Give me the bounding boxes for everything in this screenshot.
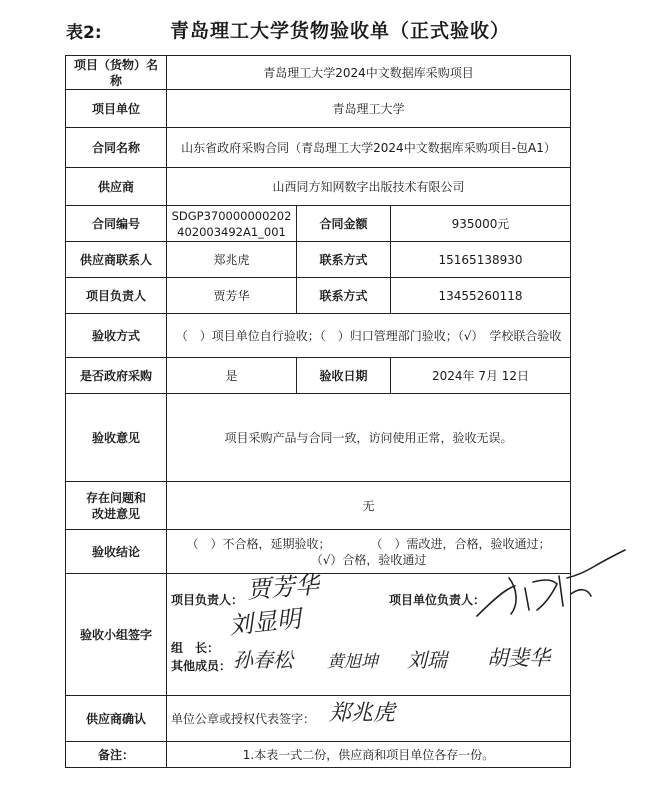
row-contract-no bbox=[66, 206, 571, 242]
remarks-value: 1.本表一式二份，供应商和项目单位各存一份。 bbox=[167, 742, 571, 768]
lead-phone-label: 联系方式 bbox=[297, 278, 391, 314]
contract-no-label: 合同编号 bbox=[66, 206, 167, 242]
lead-sign-label: 项目负责人： bbox=[171, 593, 244, 607]
conclusion-option-fail: （ ）不合格，延期验收； bbox=[186, 536, 331, 551]
contract-amount-value: 935000元 bbox=[391, 206, 571, 242]
supplier-label: 供应商 bbox=[66, 168, 167, 206]
supplier-confirm-area bbox=[167, 696, 571, 742]
signatures-area bbox=[167, 571, 571, 696]
form-header bbox=[0, 14, 660, 44]
member-signature-1: 孙春松 bbox=[233, 648, 293, 672]
unit-lead-signature-scrawl bbox=[467, 548, 627, 630]
project-name-value: 青岛理工大学2024中文数据库采购项目 bbox=[167, 56, 571, 90]
supplier-signature: 郑兆虎 bbox=[329, 701, 396, 726]
members-label: 其他成员： bbox=[171, 659, 232, 673]
row-project-lead bbox=[66, 278, 571, 314]
gov-purchase-value: 是 bbox=[167, 358, 297, 394]
group-leader-signature: 刘显明 bbox=[227, 604, 303, 640]
row-project-unit bbox=[66, 90, 571, 128]
project-name-label: 项目（货物）名称 bbox=[66, 56, 167, 90]
contract-name-label: 合同名称 bbox=[66, 128, 167, 168]
supplier-confirm-text: 单位公章或授权代表签字： bbox=[171, 712, 316, 726]
contract-name-value: 山东省政府采购合同（青岛理工大学2024中文数据库采购项目-包A1） bbox=[167, 128, 571, 168]
gov-purchase-label: 是否政府采购 bbox=[66, 358, 167, 394]
opinion-label: 验收意见 bbox=[66, 394, 167, 482]
conclusion-option-pass: （√）合格，验收通过 bbox=[310, 552, 427, 567]
conclusion-option-improve: （ ）需改进，合格，验收通过； bbox=[370, 536, 551, 551]
supplier-value: 山西同方知网数字出版技术有限公司 bbox=[167, 168, 571, 206]
remarks-label: 备注： bbox=[66, 742, 167, 768]
row-supplier-confirm bbox=[66, 696, 571, 742]
opinion-value: 项目采购产品与合同一致，访问使用正常，验收无误。 bbox=[167, 394, 571, 482]
row-issues bbox=[66, 482, 571, 530]
supplier-confirm-label: 供应商确认 bbox=[66, 696, 167, 742]
form-title: 青岛理工大学货物验收单（正式验收） bbox=[170, 20, 511, 42]
project-unit-value: 青岛理工大学 bbox=[167, 90, 571, 128]
project-unit-label: 项目单位 bbox=[66, 90, 167, 128]
acceptance-form-table bbox=[65, 55, 571, 768]
issues-label bbox=[66, 482, 167, 530]
member-signature-4: 胡斐华 bbox=[487, 646, 550, 670]
supplier-contact-value: 郑兆虎 bbox=[167, 242, 297, 278]
signatures-label: 验收小组签字 bbox=[66, 574, 167, 696]
project-lead-label: 项目负责人 bbox=[66, 278, 167, 314]
row-remarks bbox=[66, 742, 571, 768]
row-signatures bbox=[66, 574, 571, 696]
supplier-phone-value: 15165138930 bbox=[391, 242, 571, 278]
issues-label-line1: 存在问题和 bbox=[85, 490, 146, 505]
group-leader-label: 组 长： bbox=[171, 641, 220, 655]
unit-lead-sign-label: 项目单位负责人： bbox=[389, 593, 486, 607]
acceptance-date-label: 验收日期 bbox=[297, 358, 391, 394]
acceptance-method-label: 验收方式 bbox=[66, 314, 167, 358]
supplier-contact-label: 供应商联系人 bbox=[66, 242, 167, 278]
row-acceptance-method bbox=[66, 314, 571, 358]
row-supplier-contact bbox=[66, 242, 571, 278]
conclusion-label: 验收结论 bbox=[66, 530, 167, 574]
acceptance-method-value: （ ）项目单位自行验收；（ ）归口管理部门验收；（√） 学校联合验收 bbox=[167, 314, 571, 358]
row-project-name bbox=[66, 56, 571, 90]
lead-phone-value: 13455260118 bbox=[391, 278, 571, 314]
row-supplier bbox=[66, 168, 571, 206]
member-signature-3: 刘瑞 bbox=[407, 648, 447, 672]
row-opinion bbox=[66, 394, 571, 482]
row-gov-purchase bbox=[66, 358, 571, 394]
supplier-phone-label: 联系方式 bbox=[297, 242, 391, 278]
issues-value: 无 bbox=[167, 482, 571, 530]
table-number: 表2: bbox=[66, 23, 102, 43]
contract-no-value: SDGP370000000202402003492A1_001 bbox=[167, 206, 297, 242]
acceptance-date-value: 2024年 7月 12日 bbox=[391, 358, 571, 394]
issues-label-line2: 改进意见 bbox=[91, 506, 140, 521]
project-lead-value: 贾芳华 bbox=[167, 278, 297, 314]
lead-signature: 贾芳华 bbox=[246, 571, 320, 604]
row-contract-name bbox=[66, 128, 571, 168]
contract-amount-label: 合同金额 bbox=[297, 206, 391, 242]
member-signature-2: 黄旭坤 bbox=[327, 652, 378, 672]
